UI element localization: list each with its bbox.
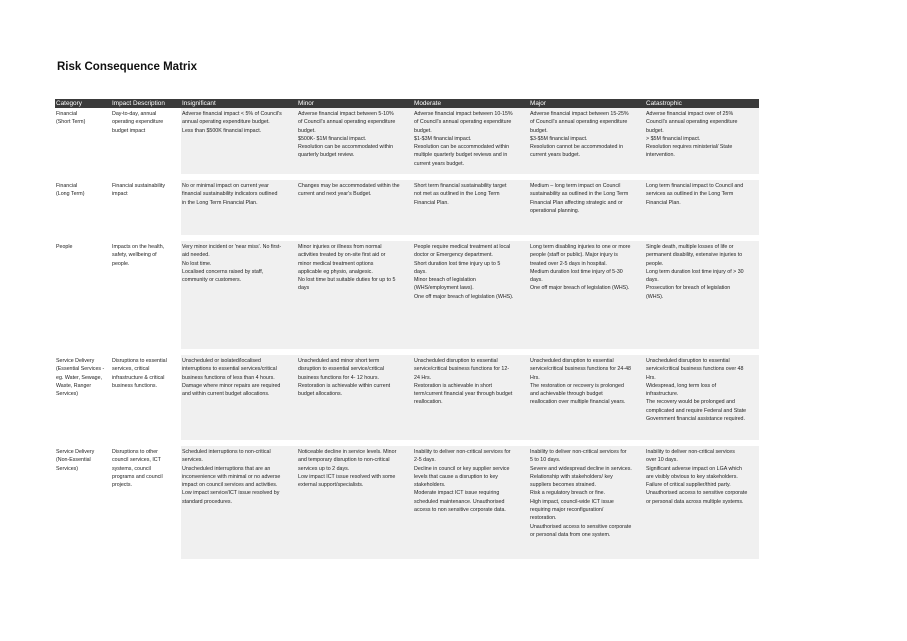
category-cell <box>55 446 111 559</box>
cell-text-line: Minor breach of legislation <box>414 277 476 284</box>
moderate-cell <box>413 446 529 559</box>
cell-text-line: Significant adverse impact on LGA which <box>646 465 742 472</box>
insignificant-cell <box>181 241 297 349</box>
cell-text-line: or personal data from one system. <box>530 531 611 538</box>
table-row <box>55 108 759 174</box>
cell-text-line: Failure of critical supplier/third party. <box>646 482 731 489</box>
cell-text-line: budget impact <box>112 127 146 134</box>
cell-text-line: annual operating expenditure budget. <box>182 119 270 126</box>
cell-text-line: Severe and widespread decline in services. <box>530 465 632 472</box>
cell-text-line: external support/specialists. <box>298 482 364 489</box>
cell-text-line: budget. <box>530 127 548 134</box>
cell-text-line: Localised concerns raised by staff, <box>182 268 264 275</box>
cell-text-line: minor medical treatment options <box>298 260 374 267</box>
cell-text-line: standard procedures. <box>182 498 233 505</box>
cell-text-line: programs and council <box>112 473 163 480</box>
minor-cell <box>297 446 413 559</box>
cell-text-line: Relationship with stakeholders/ key <box>530 473 613 480</box>
matrix-body <box>55 108 759 559</box>
cell-text-line: Resolution cannot be accommodated in <box>530 144 624 151</box>
cell-text-line: current years budget. <box>414 160 465 167</box>
cell-text-line: services, critical <box>112 366 150 373</box>
cell-text-line: (Long Term) <box>56 191 85 198</box>
page-title: Risk Consequence Matrix <box>57 61 197 73</box>
cell-text-line: Day-to-day, annual <box>112 111 157 117</box>
impact-description-cell <box>111 355 181 440</box>
cell-text-line: operating expenditure <box>112 119 164 126</box>
cell-text-line: of Council's annual operating expenditure <box>298 119 396 126</box>
impact-description-cell <box>111 180 181 235</box>
cell-text-line: Unauthorised access to sensitive corporate <box>646 490 748 497</box>
cell-text-line: Risk a regulatory breach or fine. <box>530 490 606 497</box>
cell-text-line: > $5M financial impact. <box>646 135 701 142</box>
cell-text-line: or personal data across multiple systems. <box>646 498 744 505</box>
cell-text-line: services as outlined in the Long Term <box>646 191 734 198</box>
header-category: Category <box>55 99 111 108</box>
cell-text-line: not met as outlined in the Long Term <box>414 191 500 198</box>
cell-text-line: Financial Plan. <box>646 199 681 206</box>
cell-text-line: Restoration is achievable in short <box>414 382 493 389</box>
cell-text-line: Unscheduled and minor short term <box>298 358 380 364</box>
minor-cell <box>297 108 413 174</box>
catastrophic-cell <box>645 446 759 559</box>
cell-text-line: service/critical business functions for 24-48 <box>530 366 631 373</box>
cell-text-line: Noticeable decline in service levels. Minor <box>298 449 397 455</box>
major-cell <box>529 241 645 349</box>
cell-text-line: Single death, multiple losses of life or <box>646 244 734 250</box>
header-major: Major <box>529 99 645 108</box>
cell-text-line: of Council's annual operating expenditure <box>530 119 628 126</box>
cell-text-line: 5 to 10 days. <box>530 457 561 464</box>
cell-text-line: Resolution can be accommodated within <box>414 144 510 151</box>
cell-text-line: (Non-Essential <box>56 457 91 464</box>
cell-text-line: Financial <box>56 111 78 117</box>
table-row <box>55 446 759 559</box>
cell-text-line: reallocation. <box>414 399 443 406</box>
cell-text-line: service/critical business functions over 48 <box>646 366 744 373</box>
cell-text-line: people. <box>646 260 664 267</box>
cell-text-line: Unscheduled interruptions that are an <box>182 465 271 472</box>
major-cell <box>529 108 645 174</box>
cell-text-line: budget. <box>298 127 316 134</box>
cell-text-line: Unscheduled disruption to essential <box>414 358 498 364</box>
cell-text-line: Adverse financial impact between 10-15% <box>414 111 513 117</box>
cell-text-line: Hrs. <box>646 374 656 381</box>
cell-text-line: Adverse financial impact between 5-10% <box>298 111 394 117</box>
insignificant-cell <box>181 355 297 440</box>
cell-text-line: Waste, Ranger <box>56 382 92 389</box>
cell-text-line: Hrs. <box>530 374 540 381</box>
cell-text-line: requiring major reconfiguration/ <box>530 507 604 514</box>
cell-text-line: complicated and require Federal and State <box>646 407 747 414</box>
cell-text-line: Long term financial impact to Council and <box>646 183 744 189</box>
cell-text-line: (Essential Services - <box>56 366 105 373</box>
insignificant-cell <box>181 108 297 174</box>
cell-text-line: access to non sensitive corporate data. <box>414 507 506 514</box>
cell-text-line: Financial sustainability <box>112 183 165 189</box>
header-row <box>55 99 759 108</box>
cell-text-line: safety, wellbeing of <box>112 252 157 259</box>
cell-text-line: and temporary disruption to non-critical <box>298 457 390 464</box>
cell-text-line: Unscheduled or isolated/localised <box>182 358 261 364</box>
cell-text-line: Minor injuries or illness from normal <box>298 244 382 250</box>
cell-text-line: operational planning. <box>530 207 580 214</box>
cell-text-line: Decline in council or key supplier service <box>414 465 510 472</box>
cell-text-line: permanent disability, extensive injuries to <box>646 252 743 259</box>
cell-text-line: systems, council <box>112 465 151 472</box>
cell-text-line: applicable eg physio, analgesic. <box>298 268 373 275</box>
minor-cell <box>297 355 413 440</box>
cell-text-line: levels that cause a disruption to key <box>414 473 498 480</box>
cell-text-line: community or customers. <box>182 277 242 284</box>
cell-text-line: Government financial assistance required. <box>646 416 745 423</box>
cell-text-line: people. <box>112 260 130 267</box>
cell-text-line: Unauthorised access to sensitive corporate <box>530 523 632 530</box>
cell-text-line: Medium – long term impact on Council <box>530 183 621 189</box>
catastrophic-cell <box>645 108 759 174</box>
table-row <box>55 355 759 440</box>
cell-text-line: inconvenience with minimal or no adverse <box>182 473 281 480</box>
cell-text-line: Widespread, long term loss of <box>646 382 717 389</box>
cell-text-line: budget allocations. <box>298 391 343 398</box>
cell-text-line: Resolution can be accommodated within <box>298 144 394 151</box>
cell-text-line: 24 Hrs. <box>414 374 432 381</box>
cell-text-line: days. <box>646 277 659 284</box>
cell-text-line: Short term financial sustainability target <box>414 183 507 189</box>
cell-text-line: scheduled maintenance. Unauthorised <box>414 498 505 505</box>
table-row <box>55 241 759 349</box>
cell-text-line: The recovery would be prolonged and <box>646 399 735 406</box>
cell-text-line: Disruptions to essential <box>112 358 167 364</box>
cell-text-line: Scheduled interruptions to non-critical <box>182 449 271 455</box>
cell-text-line: business functions. <box>112 382 158 389</box>
cell-text-line: People <box>56 244 73 250</box>
cell-text-line: Financial Plan affecting strategic and or <box>530 199 623 206</box>
cell-text-line: impact on council services and activities. <box>182 482 278 489</box>
header-insignificant: Insignificant <box>181 99 297 108</box>
cell-text-line: current years budget. <box>530 152 581 159</box>
cell-text-line: $3-$5M financial impact. <box>530 135 588 142</box>
cell-text-line: Unscheduled disruption to essential <box>646 358 730 364</box>
cell-text-line: over 10 days. <box>646 457 678 464</box>
cell-text-line: suppliers becomes strained. <box>530 482 596 489</box>
cell-text-line: Disruptions to other <box>112 449 158 455</box>
cell-text-line: Damage where minor repairs are required <box>182 382 281 389</box>
cell-text-line: Long term duration lost time injury of > 30 <box>646 268 744 275</box>
cell-text-line: infrastructure. <box>646 391 679 398</box>
cell-text-line: Inability to deliver non-critical services <box>646 449 735 455</box>
cell-text-line: $1-$3M financial impact. <box>414 135 472 142</box>
impact-description-cell <box>111 241 181 349</box>
cell-text-line: Impacts on the health, <box>112 244 165 250</box>
header-moderate: Moderate <box>413 99 529 108</box>
cell-text-line: Adverse financial impact over of 25% <box>646 111 734 117</box>
cell-text-line: High impact, council-wide ICT issue <box>530 498 614 505</box>
cell-text-line: reallocation over multiple financial years. <box>530 399 626 406</box>
cell-text-line: (Short Term) <box>56 119 86 126</box>
cell-text-line: Moderate impact ICT issue requiring <box>414 490 500 497</box>
cell-text-line: stakeholders. <box>414 482 446 489</box>
cell-text-line: Services) <box>56 465 79 472</box>
category-cell <box>55 241 111 349</box>
cell-text-line: Financial <box>56 183 78 189</box>
header-minor: Minor <box>297 99 413 108</box>
cell-text-line: No lost time. <box>182 260 212 267</box>
cell-text-line: services. <box>182 457 203 464</box>
category-cell <box>55 108 111 174</box>
cell-text-line: Medium duration lost time injury of 5-30 <box>530 268 623 275</box>
cell-text-line: No or minimal impact on current year <box>182 183 269 189</box>
cell-text-line: Low impact service/ICT issue resolved by <box>182 490 280 497</box>
cell-text-line: impact <box>112 191 128 198</box>
cell-text-line: days. <box>414 268 427 275</box>
cell-text-line: One off major breach of legislation (WHS). <box>530 285 630 292</box>
cell-text-line: Service Delivery <box>56 358 95 364</box>
cell-text-line: Prosecution for breach of legislation <box>646 285 731 292</box>
cell-text-line: Adverse financial impact < 5% of Council's <box>182 111 282 117</box>
cell-text-line: are visibly obvious to key stakeholders. <box>646 473 738 480</box>
cell-text-line: Changes may be accommodated within the <box>298 183 400 189</box>
cell-text-line: and within current budget allocations. <box>182 391 270 398</box>
cell-text-line: No lost time but suitable duties for up to 5 <box>298 277 396 284</box>
cell-text-line: Service Delivery <box>56 449 95 455</box>
cell-text-line: Low impact ICT issue resolved with some <box>298 473 396 480</box>
cell-text-line: business functions of less than 4 hours. <box>182 374 275 381</box>
impact-description-cell <box>111 108 181 174</box>
cell-text-line: eg. Water, Sewage, <box>56 374 103 381</box>
category-cell <box>55 355 111 440</box>
cell-text-line: Inability to deliver non-critical services for <box>530 449 627 455</box>
cell-text-line: people (staff or public). Major injury is <box>530 252 618 259</box>
insignificant-cell <box>181 446 297 559</box>
major-cell <box>529 446 645 559</box>
cell-text-line: Short duration lost time injury up to 5 <box>414 260 501 267</box>
minor-cell <box>297 241 413 349</box>
cell-text-line: (WHS). <box>646 293 664 300</box>
cell-text-line: service/critical business functions for 12- <box>414 366 510 373</box>
cell-text-line: restoration. <box>530 515 557 522</box>
cell-text-line: activities treated by on-site first aid or <box>298 252 386 259</box>
insignificant-cell <box>181 180 297 235</box>
cell-text-line: People require medical treatment at local <box>414 244 511 250</box>
cell-text-line: current and next year's Budget. <box>298 191 372 198</box>
cell-text-line: Long term disabling injuries to one or more <box>530 244 631 250</box>
cell-text-line: Council's annual operating expenditure <box>646 119 738 126</box>
cell-text-line: projects. <box>112 482 133 489</box>
cell-text-line: term/current financial year through budget <box>414 391 513 398</box>
moderate-cell <box>413 355 529 440</box>
cell-text-line: multiple quarterly budget reviews and in <box>414 152 508 159</box>
cell-text-line: days. <box>530 277 543 284</box>
cell-text-line: and achievable through budget <box>530 391 603 398</box>
cell-text-line: sustainability as outlined in the Long Term <box>530 191 629 198</box>
cell-text-line: services up to 2 days. <box>298 465 350 472</box>
cell-text-line: doctor or Emergency department. <box>414 252 493 259</box>
cell-text-line: council services, ICT <box>112 457 161 464</box>
cell-text-line: business functions for 4- 12 hours. <box>298 374 379 381</box>
minor-cell <box>297 180 413 235</box>
cell-text-line: Inability to deliver non-critical services for <box>414 449 511 455</box>
cell-text-line: Less than $500K financial impact. <box>182 127 262 134</box>
cell-text-line: days <box>298 285 310 292</box>
cell-text-line: treated over 2-5 days in hospital. <box>530 260 607 267</box>
cell-text-line: Restoration is achievable within current <box>298 382 391 389</box>
cell-text-line: Unscheduled disruption to essential <box>530 358 614 364</box>
catastrophic-cell <box>645 355 759 440</box>
moderate-cell <box>413 241 529 349</box>
cell-text-line: budget. <box>646 127 664 134</box>
cell-text-line: infrastructure & critical <box>112 374 165 381</box>
impact-description-cell <box>111 446 181 559</box>
moderate-cell <box>413 108 529 174</box>
category-cell <box>55 180 111 235</box>
cell-text-line: quarterly budget review. <box>298 152 355 159</box>
cell-text-line: Resolution requires ministerial/ State <box>646 144 733 151</box>
major-cell <box>529 355 645 440</box>
cell-text-line: The restoration or recovery is prolonged <box>530 382 624 389</box>
cell-text-line: Services) <box>56 391 79 398</box>
catastrophic-cell <box>645 241 759 349</box>
moderate-cell <box>413 180 529 235</box>
cell-text-line: Adverse financial impact between 15-25% <box>530 111 629 117</box>
cell-text-line: budget. <box>414 127 432 134</box>
header-impact-description: Impact Description <box>111 99 181 108</box>
table-row <box>55 180 759 235</box>
cell-text-line: aid needed. <box>182 252 210 259</box>
cell-text-line: $500K- $1M financial impact. <box>298 135 367 142</box>
cell-text-line: (WHS/employment laws). <box>414 285 474 292</box>
cell-text-line: Very minor incident or 'near miss'. No first- <box>182 244 282 250</box>
cell-text-line: One off major breach of legislation (WHS). <box>414 293 514 300</box>
cell-text-line: financial sustainability indicators outlined <box>182 191 278 198</box>
risk-matrix-table <box>55 99 759 559</box>
cell-text-line: in the Long Term Financial Plan. <box>182 199 258 206</box>
cell-text-line: intervention. <box>646 152 675 159</box>
header-catastrophic: Catastrophic <box>645 99 759 108</box>
cell-text-line: disruption to essential service/critical <box>298 366 384 373</box>
cell-text-line: of Council's annual operating expenditure <box>414 119 512 126</box>
catastrophic-cell <box>645 180 759 235</box>
cell-text-line: 2-5 days. <box>414 457 436 464</box>
cell-text-line: Financial Plan. <box>414 199 449 206</box>
major-cell <box>529 180 645 235</box>
cell-text-line: interruptions to essential services/critical <box>182 366 277 373</box>
